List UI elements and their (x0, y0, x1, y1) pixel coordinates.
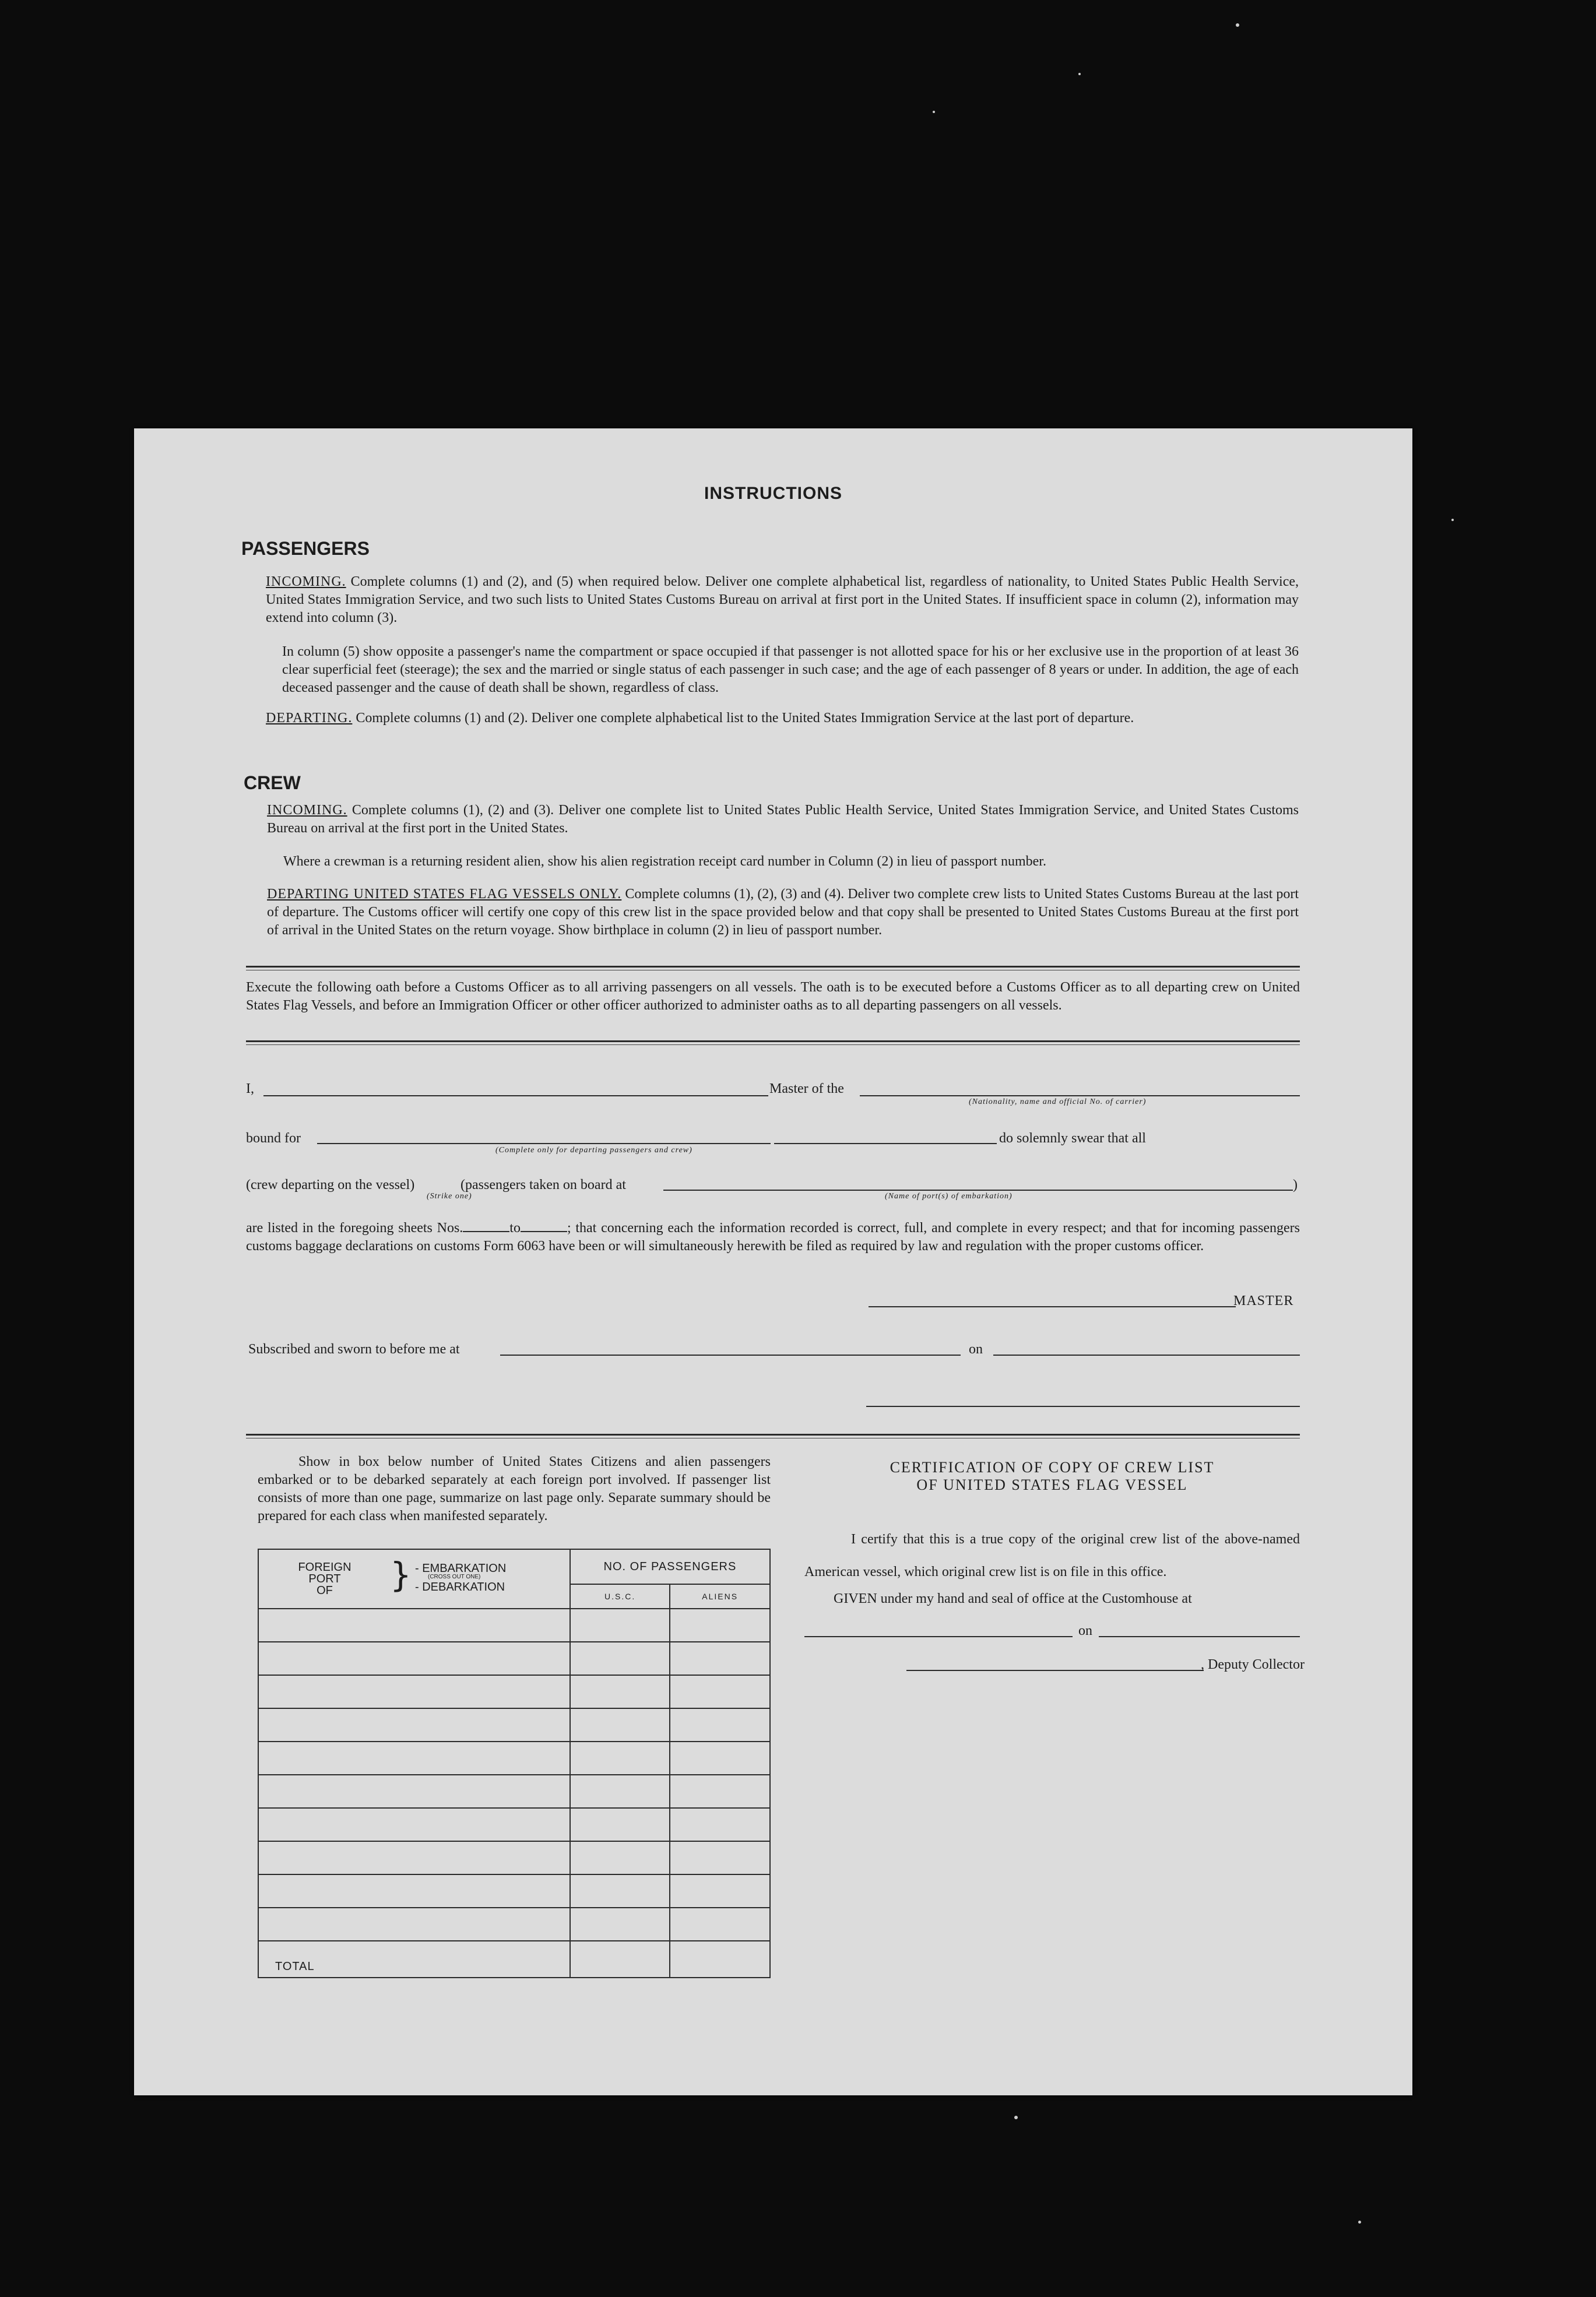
usc-cell[interactable] (570, 1874, 670, 1908)
usc-cell[interactable] (570, 1675, 670, 1708)
usc-header: U.S.C. (570, 1584, 670, 1609)
deputy-signature-field[interactable] (906, 1670, 1204, 1671)
usc-cell[interactable] (570, 1775, 670, 1808)
summary-instructions: Show in box below number of United States Citizens and alien passengers embarked or to be debarked separately at each foreign port involved. If passenger list consists of more than one page, summarize on last page only. Separate summary should be prepared for each class when manifested separately. (258, 1454, 771, 1524)
embarkation-ports-field[interactable] (663, 1190, 1293, 1191)
table-row (258, 1708, 770, 1742)
usc-cell[interactable] (570, 1642, 670, 1675)
of-label: OF (317, 1584, 333, 1597)
sheet-to-field[interactable] (521, 1231, 567, 1232)
aliens-cell[interactable] (670, 1708, 770, 1742)
passengers-departing-label: DEPARTING. (266, 710, 353, 726)
sworn-place-field[interactable] (500, 1355, 961, 1356)
aliens-cell[interactable] (670, 1874, 770, 1908)
destination-field-2[interactable] (774, 1143, 997, 1144)
port-header-cell (258, 1549, 570, 1609)
port-cell[interactable] (258, 1841, 570, 1874)
strike-one-caption: (Strike one) (427, 1192, 472, 1201)
aliens-cell[interactable] (670, 1742, 770, 1775)
port-cell[interactable] (258, 1874, 570, 1908)
listed-text: are listed in the foregoing sheets Nos. (246, 1220, 463, 1236)
brace-icon: } (390, 1555, 412, 1595)
background-speck (1014, 2116, 1018, 2119)
table-row (258, 1775, 770, 1808)
usc-cell[interactable] (570, 1908, 670, 1941)
aliens-cell[interactable] (670, 1609, 770, 1642)
crew-incoming-label: INCOMING. (267, 803, 347, 818)
crew-incoming-paragraph (267, 801, 1299, 838)
crew-departing-text: Complete columns (1), (2), (3) and (4). Deliver two complete crew lists to United States Customs Bureau at the last port of departure. The Customs officer will certify one copy of this crew list in the space provided below and that copy shall be presented to United States Customs Bureau at the first port of arrival in the United States on the return voyage. Show birthplace in column (2) in lieu of passport number. (267, 887, 1299, 938)
passengers-departing-paragraph (266, 709, 1299, 727)
port-cell[interactable] (258, 1908, 570, 1941)
table-row (258, 1808, 770, 1841)
ports-caption: (Name of port(s) of embarkation) (885, 1192, 1013, 1201)
port-label: PORT (308, 1573, 341, 1585)
crew-resident-paragraph: Where a crewman is a returning resident alien, show his alien registration receipt card number in Column (2) in lieu of passport number. (283, 854, 1046, 869)
usc-cell[interactable] (570, 1708, 670, 1742)
departing-caption: (Complete only for departing passengers and crew) (495, 1146, 692, 1155)
oath-listed-paragraph (246, 1219, 1300, 1255)
background-speck (933, 111, 935, 113)
usc-cell[interactable] (570, 1609, 670, 1642)
master-label: MASTER (1233, 1293, 1294, 1308)
no-of-passengers-header: NO. OF PASSENGERS (570, 1549, 770, 1584)
certification-title (804, 1459, 1300, 1494)
crew-departing-label: DEPARTING UNITED STATES FLAG VESSELS ONLY. (267, 887, 622, 902)
foreign-label: FOREIGN (298, 1561, 351, 1574)
aliens-cell[interactable] (670, 1808, 770, 1841)
divider (246, 966, 1300, 968)
passengers-incoming-paragraph (266, 573, 1299, 627)
port-cell[interactable] (258, 1708, 570, 1742)
divider (246, 1040, 1300, 1042)
carrier-field[interactable] (860, 1095, 1300, 1096)
embarkation-option[interactable]: - EMBARKATION (415, 1562, 507, 1575)
listed-text-2: ; that concerning each the information recorded is correct, full, and complete in every respect; and that for incoming passengers customs baggage declarations on customs Form 6063 have been or will simultaneously herewith be filed as required by law and regulation with the proper customs officer. (246, 1220, 1300, 1254)
table-row (258, 1874, 770, 1908)
bound-for-label: bound for (246, 1131, 301, 1146)
certification-date-field[interactable] (1099, 1636, 1300, 1637)
divider (246, 1434, 1300, 1436)
passengers-taken-option[interactable]: (passengers taken on board at (460, 1177, 626, 1193)
certify-text: I certify that this is a true copy of the original crew list of the above-named American vessel, which original crew list is on file in this office. (804, 1532, 1300, 1580)
master-name-field[interactable] (263, 1095, 768, 1096)
table-row (258, 1675, 770, 1708)
aliens-total-cell[interactable] (670, 1941, 770, 1978)
background-speck (1451, 519, 1454, 521)
table-row (258, 1908, 770, 1941)
destination-field[interactable] (317, 1143, 771, 1144)
divider (246, 1044, 1300, 1045)
crew-departing-paragraph (267, 885, 1299, 940)
crew-incoming-text: Complete columns (1), (2) and (3). Deliver one complete list to United States Public Health Service, United States Immigration Service, and United States Customs Bureau on arrival at the first port in the United States. (267, 803, 1299, 836)
background-speck (1358, 2221, 1361, 2224)
cross-out-caption: (CROSS OUT ONE) (428, 1574, 481, 1580)
foreign-port-of-label (293, 1561, 357, 1596)
port-cell[interactable] (258, 1675, 570, 1708)
oath-instructions: Execute the following oath before a Customs Officer as to all arriving passengers on all vessels. The oath is to be executed before a Customs Officer as to all departing crew on United States Flag Vessels, and before an Immigration Officer or other officer authorized to administer oaths as to all departing passengers on all vessels. (246, 980, 1300, 1013)
aliens-cell[interactable] (670, 1675, 770, 1708)
sworn-on-label: on (969, 1342, 983, 1357)
sheet-from-field[interactable] (463, 1231, 509, 1232)
port-cell[interactable] (258, 1742, 570, 1775)
subscribed-label: Subscribed and sworn to before me at (248, 1342, 460, 1357)
port-cell[interactable] (258, 1775, 570, 1808)
passengers-column5-paragraph: In column (5) show opposite a passenger's name the compartment or space occupied if that passenger is not allotted space for his or her exclusive use in the proportion of at least 36 clear superficial feet (steerage); the sex and the married or single status of each passenger in such case; and the age of each passenger of 8 years or under. In addition, the age of each deceased passenger and the cause of death shall be shown, regardless of class. (282, 644, 1299, 695)
officer-signature-field[interactable] (866, 1406, 1300, 1407)
passengers-incoming-text: Complete columns (1) and (2), and (5) when required below. Deliver one complete alphabetical list, regardless of nationality, to United States Public Health Service, United States Immigration Service, and two such lists to United States Customs Bureau on arrival at first port in the United States. If insufficient space in column (2), information may extend into column (3). (266, 574, 1299, 625)
background-speck (1236, 23, 1239, 27)
sworn-date-field[interactable] (993, 1355, 1300, 1356)
table-row (258, 1642, 770, 1675)
table-row (258, 1609, 770, 1642)
master-of-label: Master of the (769, 1081, 844, 1096)
table-row (258, 1841, 770, 1874)
aliens-cell[interactable] (670, 1642, 770, 1675)
crew-departing-option[interactable]: (crew departing on the vessel) (246, 1177, 415, 1193)
port-cell[interactable] (258, 1609, 570, 1642)
total-label: TOTAL (258, 1941, 570, 1978)
passengers-departing-text: Complete columns (1) and (2). Deliver one complete alphabetical list to the United States Immigration Service at the last port of departure. (356, 710, 1134, 726)
table-header-row (258, 1549, 770, 1584)
usc-cell[interactable] (570, 1808, 670, 1841)
to-label: to (509, 1220, 521, 1236)
certification-title-line2: OF UNITED STATES FLAG VESSEL (916, 1476, 1188, 1493)
aliens-cell[interactable] (670, 1841, 770, 1874)
table-total-row (258, 1941, 770, 1978)
background-speck (1078, 73, 1081, 75)
certification-title-line1: CERTIFICATION OF COPY OF CREW LIST (890, 1459, 1215, 1476)
aliens-cell[interactable] (670, 1775, 770, 1808)
port-cell[interactable] (258, 1642, 570, 1675)
oath-i-label: I, (246, 1081, 254, 1096)
passengers-heading: PASSENGERS (241, 538, 370, 559)
master-signature-field[interactable] (869, 1306, 1236, 1307)
deputy-collector-label: , Deputy Collector (1201, 1657, 1305, 1672)
instructions-page (134, 428, 1412, 2095)
carrier-caption: (Nationality, name and official No. of carrier) (969, 1098, 1147, 1106)
aliens-header: ALIENS (670, 1584, 770, 1609)
given-text: GIVEN under my hand and seal of office at the Customhouse at (834, 1591, 1192, 1606)
port-cell[interactable] (258, 1808, 570, 1841)
usc-cell[interactable] (570, 1742, 670, 1775)
customhouse-field[interactable] (804, 1636, 1073, 1637)
table-row (258, 1742, 770, 1775)
debarkation-option[interactable]: - DEBARKATION (415, 1581, 505, 1594)
usc-cell[interactable] (570, 1841, 670, 1874)
usc-total-cell[interactable] (570, 1941, 670, 1978)
do-swear-text: do solemnly swear that all (999, 1131, 1146, 1146)
passenger-summary-table (258, 1549, 771, 1978)
page-title: INSTRUCTIONS (704, 484, 842, 503)
certification-on-label: on (1078, 1623, 1092, 1638)
aliens-cell[interactable] (670, 1908, 770, 1941)
crew-heading: CREW (244, 772, 301, 793)
close-paren: ) (1293, 1177, 1298, 1193)
passengers-incoming-label: INCOMING. (266, 574, 346, 589)
